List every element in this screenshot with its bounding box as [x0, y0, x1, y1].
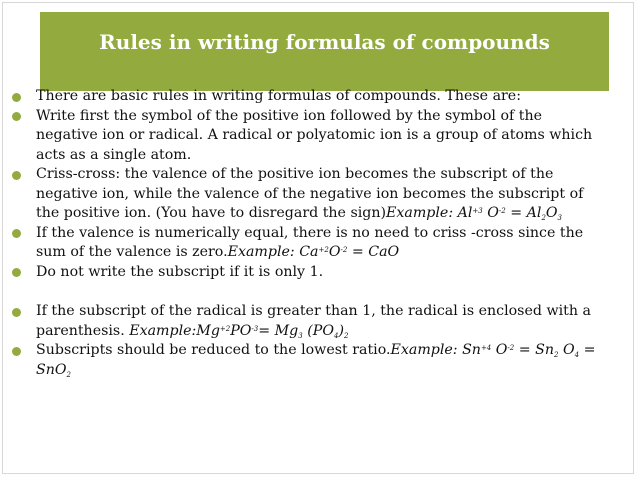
formula-part: O	[558, 342, 575, 358]
bullet-dot-icon	[12, 268, 21, 277]
formula-part: Sn	[462, 342, 481, 358]
formula-subscript: 2	[66, 370, 71, 379]
bullet-dot-icon	[12, 308, 21, 317]
formula-part: Mg	[196, 322, 220, 339]
formula-part: O	[491, 342, 508, 358]
formula-part: O	[328, 244, 341, 260]
formula-superscript: +2	[219, 324, 231, 333]
bullet-text: If the subscript of the radical is greater than 1, the radical is enclosed with a parenthesis.	[36, 303, 591, 339]
formula-part: CaO	[368, 244, 400, 260]
bullet-dot-icon	[12, 347, 21, 356]
spacer	[10, 282, 600, 302]
formula-equals: =	[514, 342, 536, 358]
formula-part: PO	[230, 322, 252, 339]
bullet-dot-icon	[12, 171, 21, 180]
list-item	[10, 107, 600, 166]
example-label: Example:	[129, 322, 197, 339]
formula-part: Al	[526, 205, 542, 221]
formula-subscript: 2	[554, 351, 559, 359]
formula-equals: =	[505, 205, 527, 221]
bullet-text: Criss-cross: the valence of the positive ion becomes the subscript of the negative ion, while the valence of the negative ion becomes the subscript of the positive ion. (You have to disregard the sign)	[36, 166, 584, 221]
list-item	[10, 302, 600, 341]
formula-superscript: -2	[340, 246, 348, 254]
formula-subscript: 4	[333, 331, 339, 340]
bullet-dot-icon	[12, 93, 21, 102]
formula-part: O	[545, 205, 558, 221]
example-label: Example:	[390, 342, 463, 358]
formula-superscript: -2	[507, 344, 515, 352]
bullet-text: There are basic rules in writing formulas of compounds. These are:	[36, 88, 521, 104]
formula-superscript: -3	[251, 324, 259, 333]
list-item	[10, 165, 600, 224]
formula-subscript: 4	[574, 351, 580, 359]
formula-part: Mg	[274, 322, 299, 339]
formula-equals: =	[258, 322, 275, 339]
formula-superscript: +3	[472, 207, 483, 215]
list-item	[10, 263, 600, 283]
bullet-list	[10, 87, 600, 380]
formula-part: O	[482, 205, 499, 221]
bullet-dot-icon	[12, 112, 21, 121]
formula-subscript: 3	[557, 214, 563, 222]
example-label: Example:	[227, 244, 300, 260]
formula-part: )	[338, 322, 344, 339]
example-label: Example:	[386, 205, 458, 221]
example-formula	[228, 244, 400, 260]
list-item	[10, 224, 600, 263]
formula-part: Ca	[299, 244, 319, 260]
bullet-text: Subscripts should be reduced to the lowest ratio.	[36, 342, 391, 358]
example-formula	[386, 205, 562, 221]
formula-superscript: +2	[318, 246, 329, 254]
list-item	[10, 87, 600, 107]
formula-subscript: 2	[541, 214, 546, 222]
bullet-text: Write first the symbol of the positive ion followed by the symbol of the negative ion or radical. A radical or polyatomic ion is a group of atoms which acts as a single atom.	[36, 107, 593, 163]
bullet-text: If the valence is numerically equal, there is no need to criss -cross since the sum of the valence is zero.	[36, 224, 584, 260]
formula-equals: =	[579, 342, 596, 358]
list-item	[10, 341, 600, 380]
bullet-text: Do not write the subscript if it is only 1.	[36, 263, 324, 280]
formula-part: (PO	[302, 322, 334, 339]
formula-superscript: +4	[480, 344, 492, 352]
formula-subscript: 3	[298, 331, 303, 340]
formula-superscript: -2	[498, 207, 506, 215]
bullet-dot-icon	[12, 229, 21, 238]
formula-part: SnO	[36, 361, 67, 378]
formula-equals: =	[347, 244, 369, 260]
example-formula	[129, 323, 348, 339]
formula-part: Sn	[535, 342, 555, 358]
formula-subscript: 2	[343, 331, 349, 340]
slide-title: Rules in writing formulas of compounds	[99, 30, 550, 54]
formula-part: Al	[457, 205, 473, 221]
